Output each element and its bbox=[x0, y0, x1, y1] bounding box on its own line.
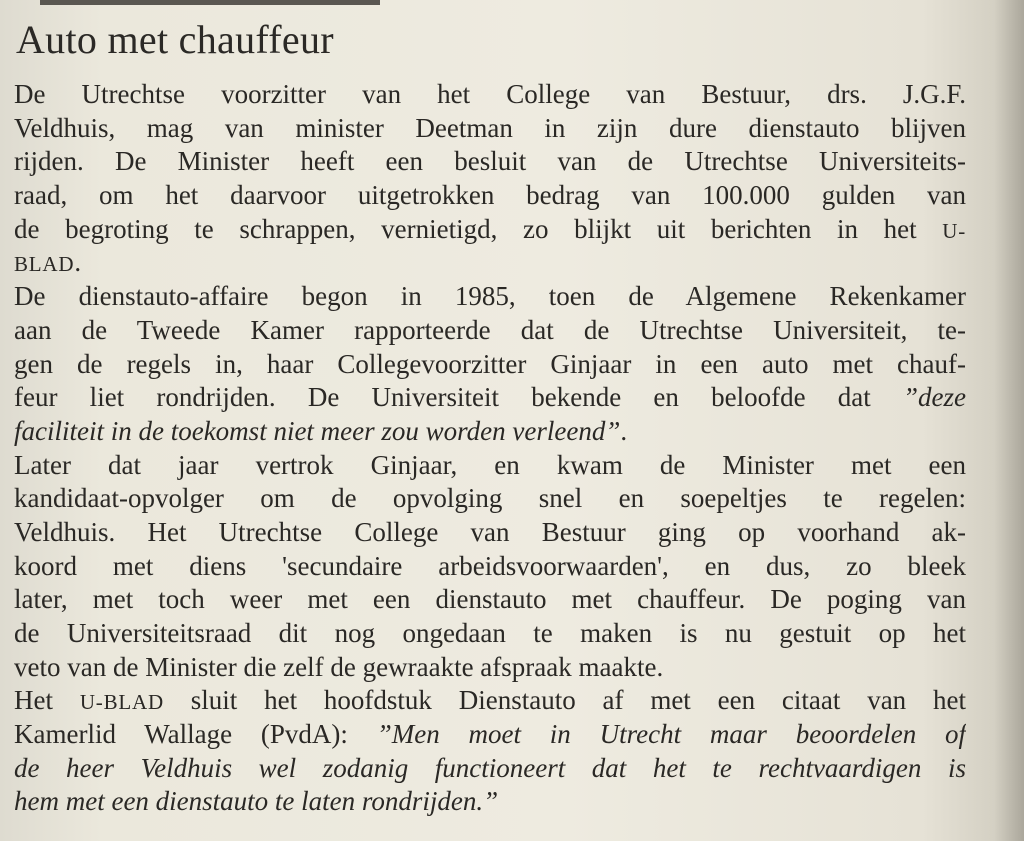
text-line: faciliteit in de toekomst niet meer zou worden verleend”. bbox=[14, 415, 628, 446]
text-line bbox=[14, 785, 974, 819]
quote-text: faciliteit in de toekomst niet meer zou worden verleend” bbox=[14, 415, 621, 446]
article-body bbox=[14, 78, 974, 819]
text-line: Kamerlid Wallage (PvdA): ”Men moet in Utrecht maar beoordelen of bbox=[14, 719, 966, 750]
quote-text: hem met een dienstauto te laten rondrijden.” bbox=[14, 786, 499, 817]
text-line: De dienstauto-affaire begon in 1985, toen de Algemene Rekenkamer bbox=[14, 281, 966, 312]
text-line: De Utrechtse voorzitter van het College van Bestuur, drs. J.G.F. bbox=[14, 79, 966, 109]
text-line: de Universiteitsraad dit nog ongedaan te maken is nu gestuit op het bbox=[14, 618, 966, 648]
text-line: Het U-BLAD sluit het hoofdstuk Dienstauto af met een citaat van het bbox=[14, 685, 966, 716]
top-rule-divider bbox=[40, 0, 380, 5]
text-line: BLAD. bbox=[14, 247, 82, 278]
u-blad-abbrev: U- bbox=[942, 218, 966, 243]
u-blad-abbrev: BLAD bbox=[14, 252, 75, 277]
quote-text: ”deze bbox=[903, 382, 966, 413]
text-line: koord met diens 'secundaire arbeidsvoorwaarden', en dus, zo bleek bbox=[14, 550, 966, 581]
text-line: rijden. De Minister heeft een besluit van de Utrechtse Universiteits- bbox=[14, 146, 966, 177]
text-line: aan de Tweede Kamer rapporteerde dat de Utrechtse Universiteit, te- bbox=[14, 314, 966, 345]
text-line: de begroting te schrappen, vernietigd, zo blijkt uit berichten in het U- bbox=[14, 213, 966, 244]
text-line: gen de regels in, haar Collegevoorzitter Ginjaar in een auto met chauf- bbox=[14, 348, 966, 379]
text-line: Veldhuis. Het Utrechtse College van Bestuur ging op voorhand ak- bbox=[14, 516, 966, 547]
text-line: Veldhuis, mag van minister Deetman in zijn dure dienstauto blijven bbox=[14, 112, 966, 143]
text-line bbox=[14, 752, 966, 786]
quote-text: de heer Veldhuis wel zodanig functioneert dat het te rechtvaardigen is bbox=[14, 752, 966, 783]
text-line: veto van de Minister die zelf de gewraakte afspraak maakte. bbox=[14, 651, 664, 682]
text-line: later, met toch weer met een dienstauto met chauffeur. De poging van bbox=[14, 584, 966, 615]
page-edge-shadow bbox=[994, 0, 1024, 841]
text-line: feur liet rondrijden. De Universiteit bekende en beloofde dat ”deze bbox=[14, 382, 966, 413]
quote-text: ”Men moet in Utrecht maar beoordelen of bbox=[376, 719, 966, 750]
text-line: raad, om het daarvoor uitgetrokken bedrag van 100.000 gulden van bbox=[14, 180, 966, 211]
text-line: kandidaat-opvolger om de opvolging snel en soepeltjes te regelen: bbox=[14, 483, 966, 514]
article-headline: Auto met chauffeur bbox=[16, 17, 334, 62]
text-line: Later dat jaar vertrok Ginjaar, en kwam de Minister met een bbox=[14, 449, 966, 480]
u-blad-abbrev: U-BLAD bbox=[79, 690, 164, 715]
